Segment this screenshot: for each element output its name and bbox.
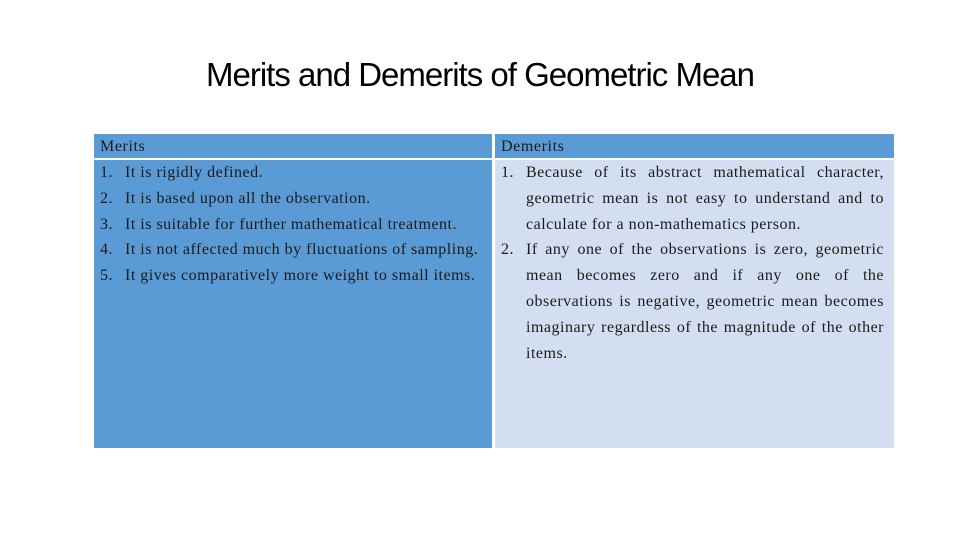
list-item-text: It is based upon all the observation.	[125, 189, 371, 207]
list-item-number: 1.	[100, 164, 113, 181]
list-item-text: It gives comparatively more weight to small items.	[125, 267, 476, 285]
list-item	[100, 212, 482, 238]
list-item	[100, 237, 482, 263]
list-item	[100, 263, 482, 289]
list-item-text: It is not affected much by fluctuations of sampling.	[125, 241, 479, 259]
list-item	[100, 160, 482, 186]
merits-list	[94, 160, 492, 289]
merits-column	[94, 134, 492, 448]
list-item	[100, 186, 482, 212]
demerits-header: Demerits	[495, 134, 894, 160]
merits-header: Merits	[94, 134, 492, 160]
list-item-text: It is rigidly defined.	[125, 164, 264, 181]
list-item-number: 2.	[100, 189, 113, 207]
list-item-text: Because of its abstract mathematical character, geometric mean is not easy to understand and to calculate for a non-mathematics person.	[526, 164, 884, 233]
list-item-text: If any one of the observations is zero, geometric mean becomes zero and if any one of the observations is negative, geometric mean becomes imaginary regardless of the magnitude of the other items.	[526, 241, 884, 362]
list-item	[501, 237, 884, 366]
list-item	[501, 160, 884, 237]
slide-title: Merits and Demerits of Geometric Mean	[205, 56, 755, 93]
list-item-number: 1.	[501, 164, 514, 181]
list-item-number: 5.	[100, 267, 113, 285]
list-item-number: 2.	[501, 241, 514, 259]
list-item-number: 3.	[100, 215, 113, 233]
merits-demerits-table	[94, 134, 894, 448]
list-item-number: 4.	[100, 241, 113, 259]
demerits-list	[495, 160, 894, 366]
demerits-column	[495, 134, 894, 448]
list-item-text: It is suitable for further mathematical treatment.	[125, 215, 457, 233]
